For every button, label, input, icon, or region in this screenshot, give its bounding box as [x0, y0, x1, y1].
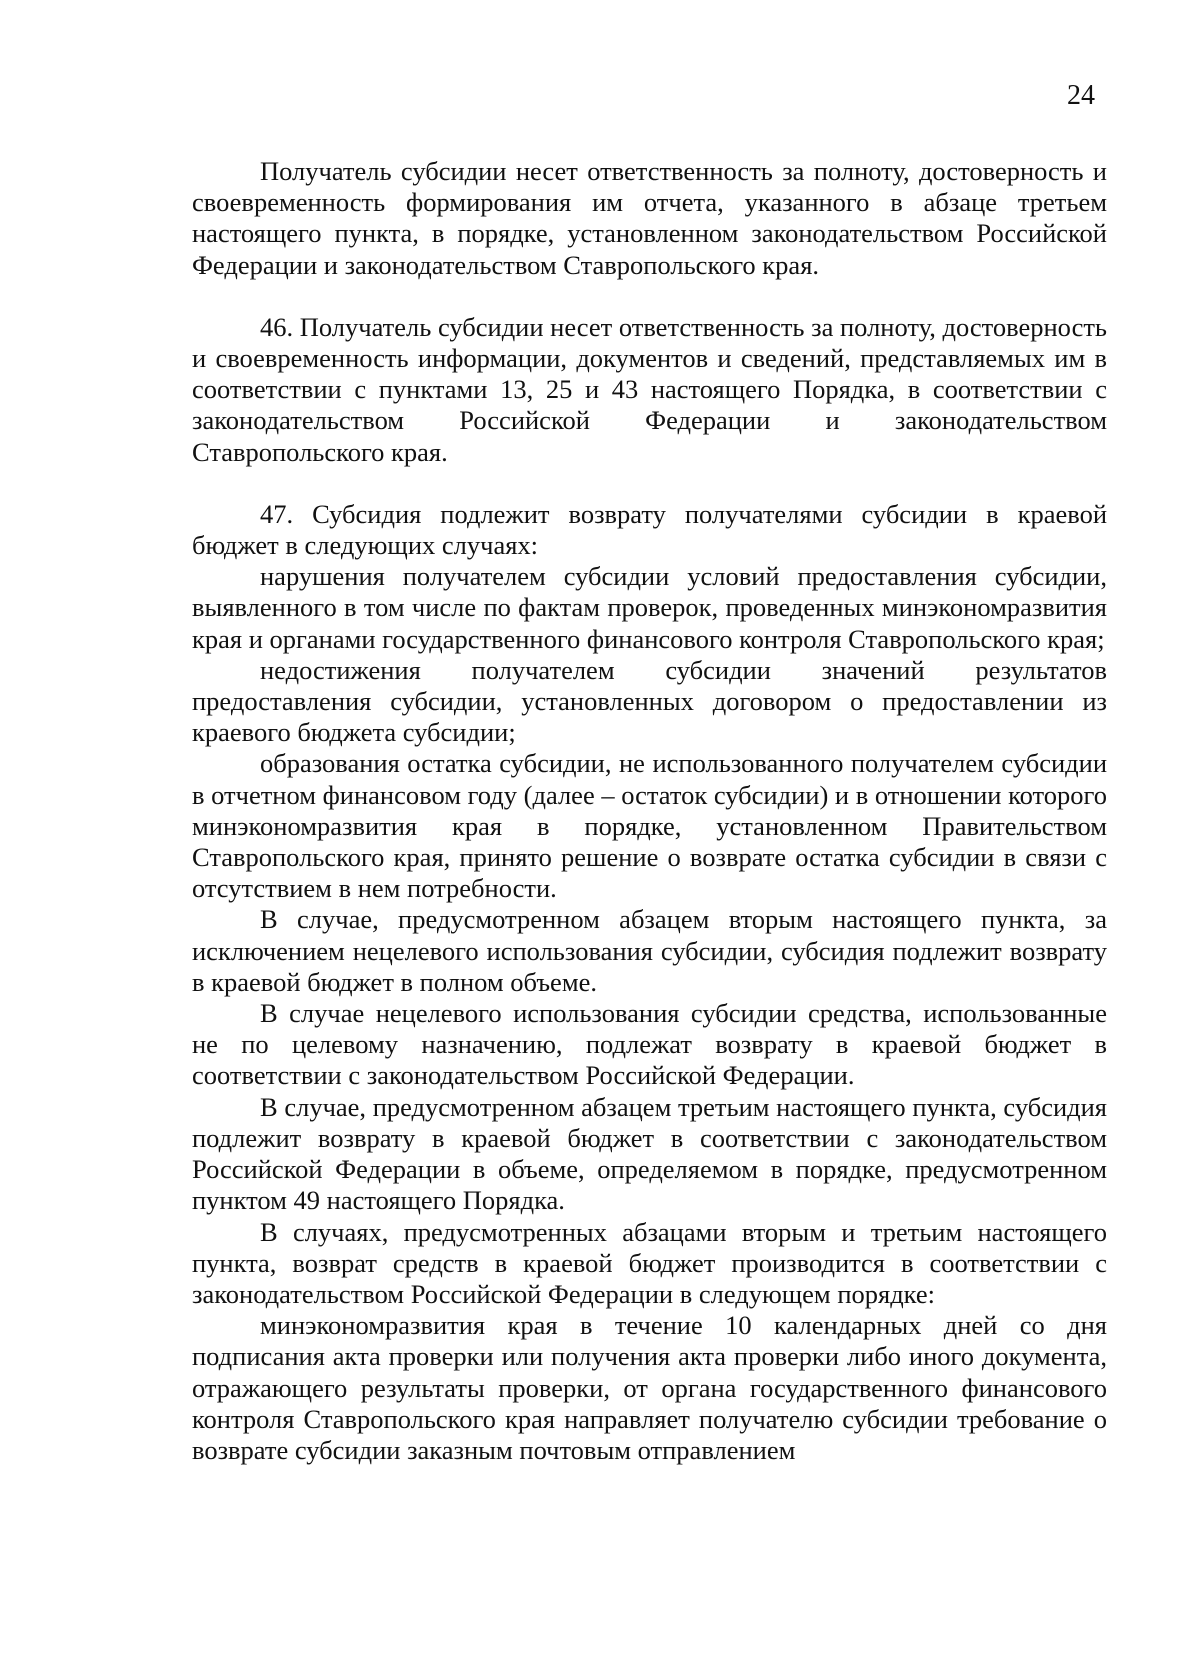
paragraph-full-return: В случае, предусмотренном абзацем вторым настоящего пункта, за исключением нецелевого использования субсидии, субсидия подлежит возврату в краевой бюджет в полном объеме.: [192, 904, 1107, 997]
page-number: 24: [1067, 80, 1095, 111]
paragraph-recipient-responsibility-report: Получатель субсидии несет ответственность за полноту, достоверность и своевременность формирования им отчета, указанного в абзаце третьем настоящего пункта, в порядке, установленном законодательством Российской Федерации и законодательством Ставропольского края.: [192, 156, 1107, 280]
list-item-violation-conditions: нарушения получателем субсидии условий предоставления субсидии, выявленного в том числе по фактам проверок, проведенных минэкономразвития края и органами государственного финансового контроля Ставропольского края;: [192, 561, 1107, 654]
list-item-unused-balance: образования остатка субсидии, не использованного получателем субсидии в отчетном финансовом году (далее – остаток субсидии) и в отношении которого минэкономразвития края в порядке, установленном Правительством Ставропольского края, принято решение о возврате остатка субсидии в связи с отсутствием в нем потребности.: [192, 748, 1107, 904]
paragraph-return-volume: В случае, предусмотренном абзацем третьим настоящего пункта, субсидия подлежит возврату в краевой бюджет в соответствии с законодательством Российской Федерации в объеме, определяемом в порядке, предусмотренном пунктом 49 настоящего Порядка.: [192, 1091, 1107, 1216]
paragraph-47: 47. Субсидия подлежит возврату получателями субсидии в краевой бюджет в следующих случаях:: [192, 498, 1107, 561]
paragraph-requirement-notice: минэкономразвития края в течение 10 календарных дней со дня подписания акта проверки или получения акта проверки либо иного документа, отражающего результаты проверки, от органа государственного финансового контроля Ставропольского края направляет получателю субсидии требование о возврате субсидии заказным почтовым отправлением: [192, 1310, 1107, 1465]
paragraph-46: 46. Получатель субсидии несет ответственность за полноту, достоверность и своевременность информации, документов и сведений, представляемых им в соответствии с пунктами 13, 25 и 43 настоящего Порядка, в соответствии с законодательством Российской Федерации и законодательством Ставропольского края.: [192, 311, 1107, 467]
document-body: [192, 156, 1107, 1466]
list-item-results-not-achieved: недостижения получателем субсидии значений результатов предоставления субсидии, установленных договором о предоставлении из краевого бюджета субсидии;: [192, 654, 1107, 748]
paragraph-misuse-return: В случае нецелевого использования субсидии средства, использованные не по целевому назначению, подлежат возврату в краевой бюджет в соответствии с законодательством Российской Федерации.: [192, 998, 1107, 1091]
paragraph-return-procedure: В случаях, предусмотренных абзацами вторым и третьим настоящего пункта, возврат средств в краевой бюджет производится в соответствии с законодательством Российской Федерации в следующем порядке:: [192, 1216, 1107, 1309]
